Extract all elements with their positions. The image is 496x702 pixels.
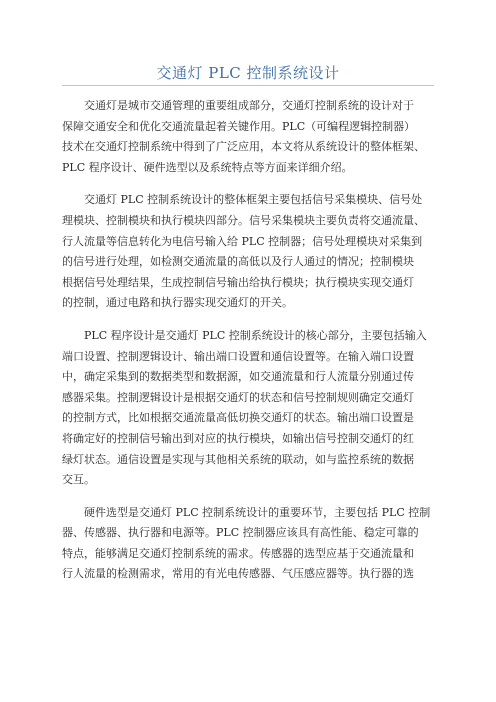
document-title: 交通灯 PLC 控制系统设计 (156, 64, 340, 82)
text-line: 硬件选型是交通灯 PLC 控制系统设计的重要环节，主要包括 PLC 控制 (62, 505, 431, 519)
text-line: 的控制方式，比如根据交通流量高低切换交通灯的状态。输出端口设置是 (62, 411, 414, 425)
text-line: PLC 程序设计是交通灯 PLC 控制系统设计的核心部分，主要包括输入 (62, 328, 427, 342)
text-line: 特点，能够满足交通灯控制系统的需求。传感器的选型应基于交通流量和 (62, 546, 414, 560)
text-line: 的控制，通过电路和执行器实现交通灯的开关。 (62, 296, 293, 310)
text-line: 交互。 (62, 473, 95, 487)
text-line: 绿灯状态。通信设置是实现与其他相关系统的联动，如与监控系统的数据 (62, 452, 414, 466)
text-line: 器、传感器、执行器和电源等。PLC 控制器应该具有高性能、稳定可靠的 (62, 526, 419, 540)
paragraph-hardware (62, 503, 436, 585)
text-line: 的信号进行处理，如检测交通流量的高低以及行人通过的情况；控制模块 (62, 255, 414, 269)
text-line: 交通灯是城市交通管理的重要组成部分，交通灯控制系统的设计对于 (62, 99, 414, 112)
text-line: 行人流量的检测需求，常用的有光电传感器、气压感应器等。执行器的选 (62, 567, 414, 581)
text-line: 行人流量等信息转化为电信号输入给 PLC 控制器；信号处理模块对采集到 (62, 234, 423, 248)
text-line: 中，确定采集到的数据类型和数据源，如交通流量和行人流量分别通过传 (62, 370, 414, 384)
text-line: 根据信号处理结果，生成控制信号输出给执行模块；执行模块实现交通灯 (62, 275, 414, 289)
text-line: 交通灯 PLC 控制系统设计的整体框架主要包括信号采集模块、信号处 (62, 193, 423, 207)
text-line: 将确定好的控制信号输出到对应的执行模块，如输出信号控制交通灯的红 (62, 431, 414, 445)
paragraph-framework (62, 190, 436, 314)
text-line: PLC 程序设计、硬件选型以及系统特点等方面来详细介绍。 (62, 160, 353, 174)
document-body (62, 96, 436, 597)
title-underline (62, 85, 434, 86)
paragraph-plc-program (62, 326, 436, 491)
text-line: 保障交通安全和优化交通流量起着关键作用。PLC（可编程逻辑控制器） (62, 119, 416, 133)
text-line: 感器采集。控制逻辑设计是根据交通灯的状态和信号控制规则确定交通灯 (62, 390, 414, 404)
text-line: 理模块、控制模块和执行模块四部分。信号采集模块主要负责将交通流量、 (62, 213, 425, 227)
text-line: 端口设置、控制逻辑设计、输出端口设置和通信设置等。在输入端口设置 (62, 349, 414, 363)
paragraph-intro (62, 96, 436, 178)
text-line: 技术在交通灯控制系统中得到了广泛应用，本文将从系统设计的整体框架、 (62, 140, 425, 154)
